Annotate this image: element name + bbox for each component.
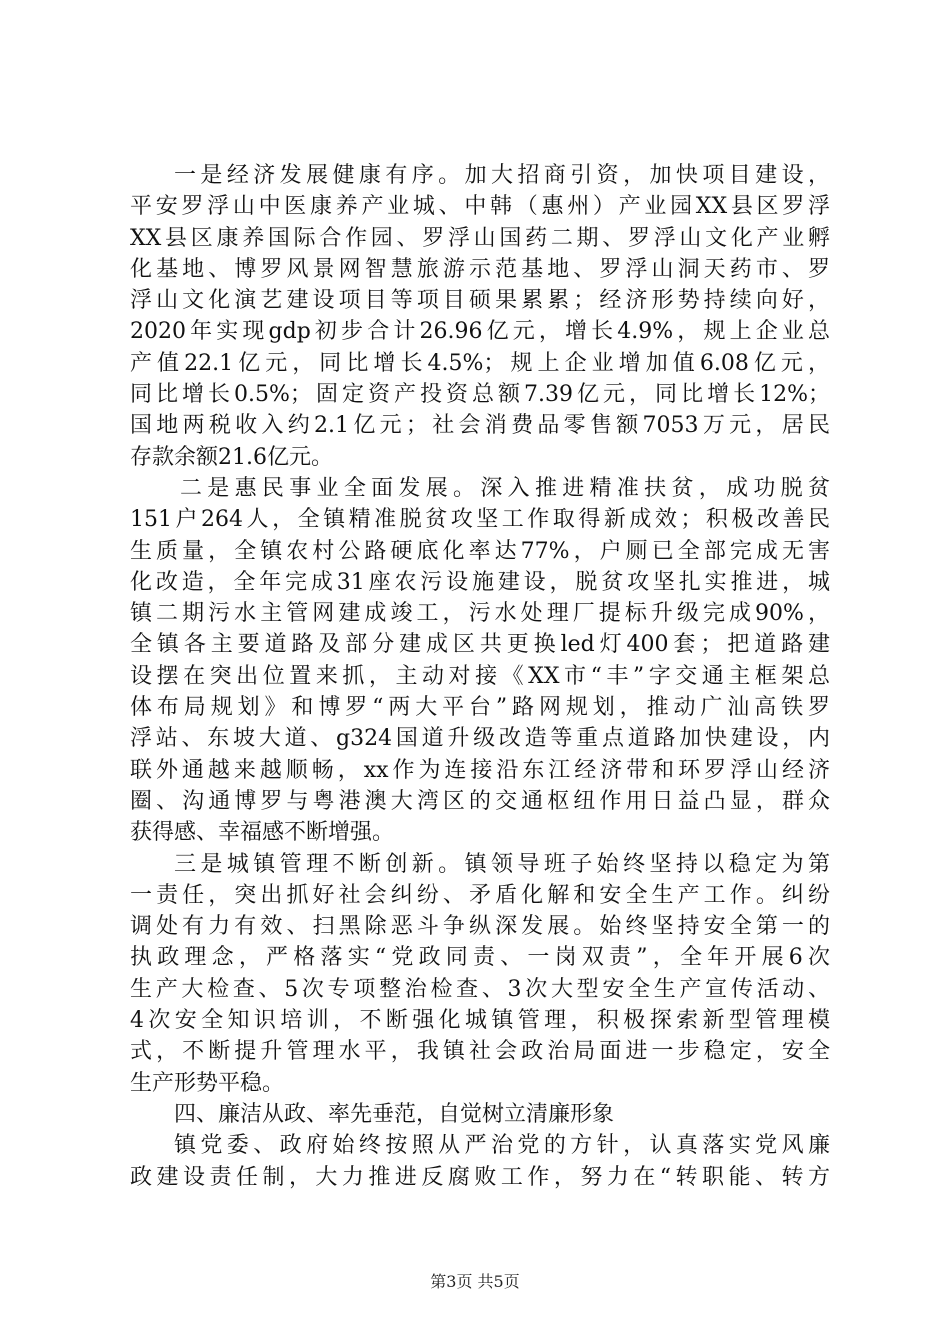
paragraph-2-line: 浮站、东坡大道、g324国道升级改造等重点道路加快建设，内 bbox=[130, 726, 830, 752]
paragraph-3-line: 生产大检查、5次专项整治检查、3次大型安全生产宣传活动、 bbox=[130, 976, 830, 1002]
paragraph-2-line: 生质量，全镇农村公路硬底化率达77%，户厕已全部完成无害 bbox=[130, 538, 830, 564]
paragraph-1-line: 一是经济发展健康有序。加大招商引资，加快项目建设， bbox=[174, 163, 830, 188]
paragraph-2-line: 圈、沟通博罗与粤港澳大湾区的交通枢纽作用日益凸显，群众 bbox=[130, 788, 830, 814]
page-number-footer: 第3页 共5页 bbox=[430, 1272, 520, 1291]
paragraph-3-line: 执政理念，严格落实“党政同责、一岗双责”，全年开展6次 bbox=[130, 945, 830, 971]
paragraph-2-line: 体布局规划》和博罗“两大平台”路网规划，推动广汕高铁罗 bbox=[130, 695, 830, 721]
paragraph-1-line: 浮山文化演艺建设项目等项目硕果累累；经济形势持续向好， bbox=[130, 288, 830, 314]
paragraph-2-line: 联外通越来越顺畅，xx作为连接沿东江经济带和环罗浮山经济 bbox=[130, 757, 830, 783]
paragraph-1-line: 平安罗浮山中医康养产业城、中韩（惠州）产业园XX县区罗浮 bbox=[130, 194, 830, 220]
document-body bbox=[130, 160, 830, 1193]
paragraph-3-line: 一责任，突出抓好社会纠纷、矛盾化解和安全生产工作。纠纷 bbox=[130, 882, 830, 908]
paragraph-2-line: 获得感、幸福感不断增强。 bbox=[130, 820, 395, 846]
paragraph-1-line: 2020年实现gdp初步合计26.96亿元，增长4.9%，规上企业总 bbox=[130, 319, 830, 345]
paragraph-3-line: 4次安全知识培训，不断强化城镇管理，积极探索新型管理模 bbox=[130, 1008, 830, 1034]
paragraph-1-line: 产值22.1亿元，同比增长4.5%；规上企业增加值6.08亿元， bbox=[130, 350, 830, 376]
paragraph-1-line: XX县区康养国际合作园、罗浮山国药二期、罗浮山文化产业孵 bbox=[130, 225, 830, 251]
paragraph-2-line: 化改造，全年完成31座农污设施建设，脱贫攻坚扎实推进，城 bbox=[130, 569, 830, 595]
section-heading: 四、廉洁从政、率先垂范，自觉树立清廉形象 bbox=[174, 1101, 615, 1127]
paragraph-3-line: 三是城镇管理不断创新。镇领导班子始终坚持以稳定为第 bbox=[174, 851, 830, 877]
paragraph-1-line: 存款余额21.6亿元。 bbox=[130, 444, 333, 470]
paragraph-1-line: 同比增长0.5%；固定资产投资总额7.39亿元，同比增长12%； bbox=[130, 382, 830, 408]
paragraph-3-line: 式，不断提升管理水平，我镇社会政治局面进一步稳定，安全 bbox=[130, 1039, 830, 1065]
paragraph-3-line: 调处有力有效、扫黑除恶斗争纵深发展。始终坚持安全第一的 bbox=[130, 914, 830, 940]
paragraph-1-line: 国地两税收入约2.1亿元；社会消费品零售额7053万元，居民 bbox=[130, 413, 830, 439]
paragraph-4-line: 政建设责任制，大力推进反腐败工作，努力在“转职能、转方 bbox=[130, 1164, 830, 1190]
paragraph-3-line: 生产形势平稳。 bbox=[130, 1070, 285, 1096]
paragraph-2-line: 镇二期污水主管网建成竣工，污水处理厂提标升级完成90%， bbox=[130, 601, 830, 627]
paragraph-2-line: 全镇各主要道路及部分建成区共更换led灯400套；把道路建 bbox=[130, 632, 830, 658]
paragraph-1-line: 化基地、博罗风景网智慧旅游示范基地、罗浮山洞天药市、罗 bbox=[130, 256, 830, 282]
paragraph-2-line: 151户264人，全镇精准脱贫攻坚工作取得新成效；积极改善民 bbox=[130, 507, 830, 533]
paragraph-2-line: 设摆在突出位置来抓，主动对接《XX市“丰”字交通主框架总 bbox=[130, 663, 830, 689]
paragraph-4-line: 镇党委、政府始终按照从严治党的方针，认真落实党风廉 bbox=[174, 1133, 830, 1159]
paragraph-2-line: 二是惠民事业全面发展。深入推进精准扶贫，成功脱贫 bbox=[180, 475, 830, 501]
